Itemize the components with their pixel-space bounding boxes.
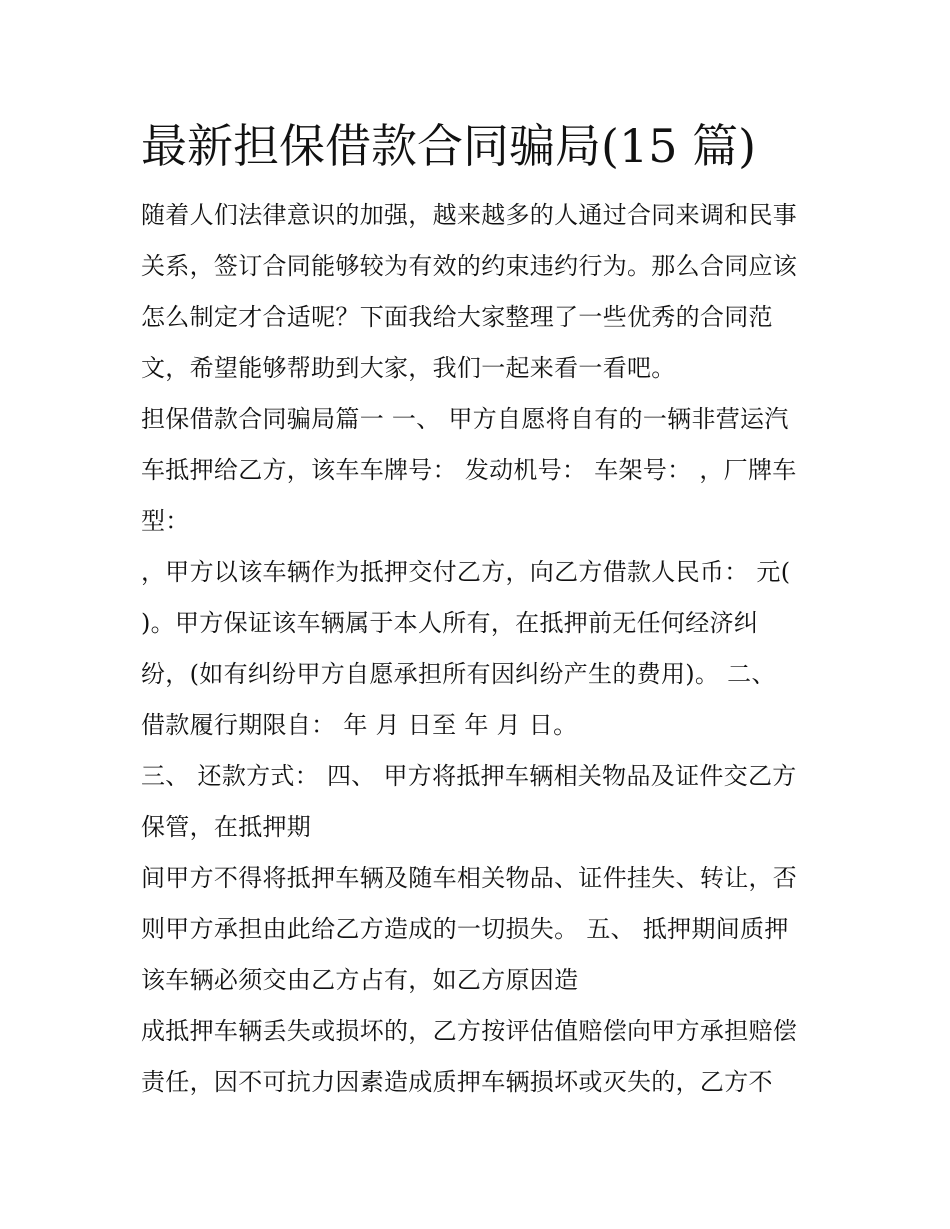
body-line: )。甲方保证该车辆属于本人所有，在抵押前无任何经济纠 [141, 609, 759, 637]
body-line: 保管，在抵押期 [141, 813, 312, 841]
body-line: 成抵押车辆丢失或损坏的，乙方按评估值赔偿向甲方承担赔偿 [141, 1017, 798, 1045]
body-line: 纷，(如有纠纷甲方自愿承担所有因纠纷产生的费用)。 二、 [141, 660, 776, 688]
body-line: 型： [141, 507, 190, 535]
body-line: 文，希望能够帮助到大家，我们一起来看一看吧。 [141, 354, 676, 382]
document-page [141, 112, 821, 1108]
body-line: 三、 还款方式： 四、 甲方将抵押车辆相关物品及证件交乙方 [141, 762, 797, 790]
body-line: 车抵押给乙方，该车车牌号： 发动机号： 车架号： ，厂牌车 [141, 456, 797, 484]
body-line: ，甲方以该车辆作为抵押交付乙方，向乙方借款人民币： 元( [141, 558, 791, 586]
document-title: 最新担保借款合同骗局(15 篇) [141, 119, 757, 173]
body-line: 随着人们法律意识的加强，越来越多的人通过合同来调和民事 [141, 201, 798, 229]
body-line: 则甲方承担由此给乙方造成的一切损失。 五、 抵押期间质押 [141, 915, 789, 943]
body-line: 该车辆必须交由乙方占有，如乙方原因造 [141, 966, 579, 994]
body-line: 借款履行期限自： 年 月 日至 年 月 日。 [141, 711, 578, 739]
body-line: 责任，因不可抗力因素造成质押车辆损坏或灭失的，乙方不 [141, 1068, 773, 1096]
body-line: 间甲方不得将抵押车辆及随车相关物品、证件挂失、转让，否 [141, 864, 798, 892]
body-line: 关系，签订合同能够较为有效的约束违约行为。那么合同应该 [141, 252, 798, 280]
body-line: 担保借款合同骗局篇一 一、 甲方自愿将自有的一辆非营运汽 [141, 405, 789, 433]
document-body [141, 190, 821, 1108]
body-line: 怎么制定才合适呢？下面我给大家整理了一些优秀的合同范 [141, 303, 773, 331]
